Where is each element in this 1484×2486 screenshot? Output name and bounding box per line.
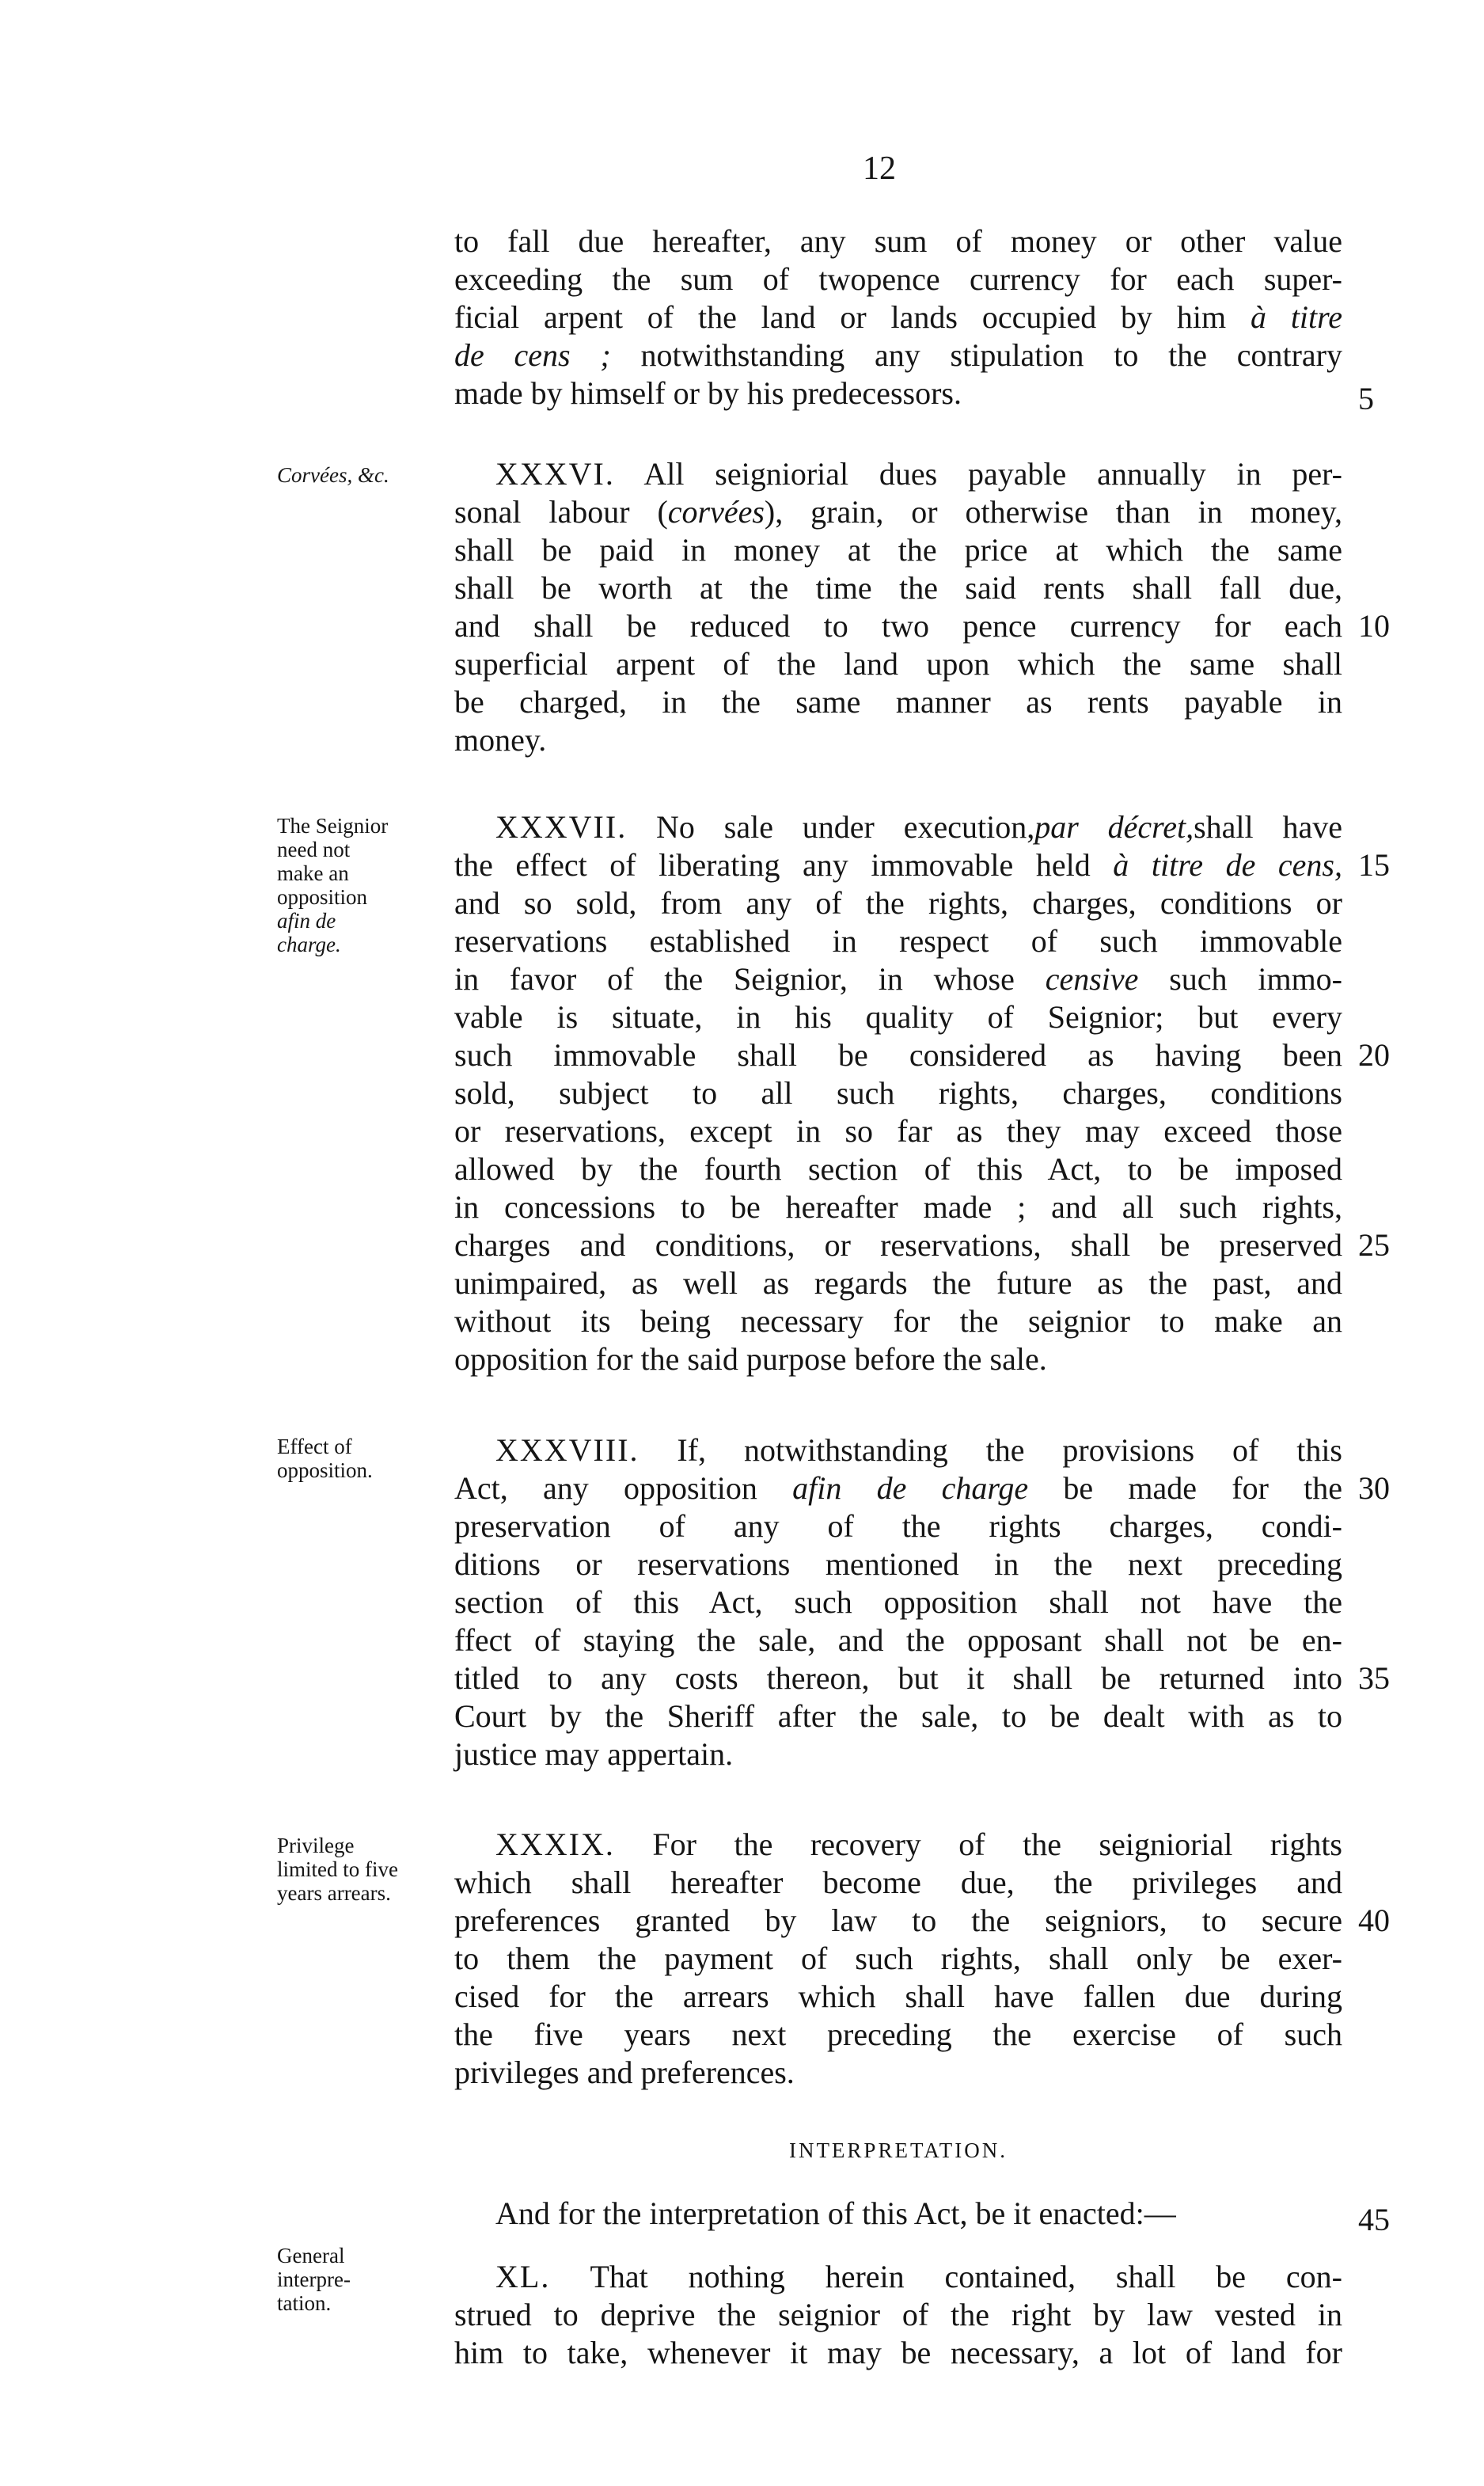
text-line: de cens ; notwithstanding any stipulation to the contrary	[454, 337, 1342, 373]
page-number: 12	[863, 150, 896, 187]
text-line: preservation of any of the rights charges, condi-	[454, 1508, 1342, 1544]
text-line: exceeding the sum of twopence currency for each super-	[454, 261, 1342, 297]
text-line: which shall hereafter become due, the privileges and	[454, 1864, 1342, 1900]
text-line: And for the interpretation of this Act, be it enacted:—	[495, 2195, 1176, 2231]
text-line: vable is situate, in his quality of Seignior; but every	[454, 999, 1342, 1035]
text-line: without its being necessary for the seignior to make an	[454, 1303, 1342, 1339]
text-line: the effect of liberating any immovable held à titre de cens,	[454, 847, 1342, 883]
margin-note-privilege: Privilege limited to five years arrears.	[277, 1834, 398, 1905]
text-line: titled to any costs thereon, but it shall be returned into	[454, 1660, 1342, 1696]
text-line: in concessions to be hereafter made ; and all such rights,	[454, 1189, 1342, 1225]
line-number: 15	[1358, 847, 1390, 883]
margin-note-corvees: Corvées, &c.	[277, 463, 389, 487]
text-line: sold, subject to all such rights, charges, conditions	[454, 1075, 1342, 1111]
text-line: made by himself or by his predecessors.	[454, 375, 962, 411]
section-number: XXXIX.	[495, 1826, 615, 1862]
text-line: shall be paid in money at the price at which the same	[454, 532, 1342, 568]
section-heading: INTERPRETATION.	[788, 2138, 1008, 2162]
text-line: to them the payment of such rights, shall only be exer-	[454, 1941, 1342, 1976]
section-number: XXXVI.	[495, 456, 615, 492]
text-line: preferences granted by law to the seigniors, to secure	[454, 1903, 1342, 1938]
text-line: allowed by the fourth section of this Act, to be imposed	[454, 1151, 1342, 1187]
text-line: XXXVI. All seigniorial dues payable annually in per-	[495, 456, 1342, 492]
text-line: such immovable shall be considered as having been	[454, 1037, 1342, 1073]
text-line: and so sold, from any of the rights, charges, conditions or	[454, 885, 1342, 921]
text-line: ditions or reservations mentioned in the next preceding	[454, 1546, 1342, 1582]
text-line: Act, any opposition afin de charge be made for the	[454, 1470, 1342, 1506]
text-line: unimpaired, as well as regards the future as the past, and	[454, 1265, 1342, 1301]
text-line: strued to deprive the seignior of the right by law vested in	[454, 2297, 1342, 2332]
line-number: 35	[1358, 1660, 1390, 1696]
line-number: 30	[1358, 1470, 1390, 1506]
text-line: XL. That nothing herein contained, shall be con-	[495, 2259, 1342, 2294]
line-number: 20	[1358, 1037, 1390, 1073]
text-line: charges and conditions, or reservations, shall be preserved	[454, 1227, 1342, 1263]
margin-note-general-interpretation: General interpre- tation.	[277, 2244, 351, 2315]
text-line: him to take, whenever it may be necessary, a lot of land for	[454, 2335, 1342, 2370]
text-line: sonal labour (corvées), grain, or otherwise than in money,	[454, 494, 1342, 530]
text-line: XXXVII. No sale under execution,par décret,shall have	[495, 809, 1342, 845]
text-line: superficial arpent of the land upon which the same shall	[454, 646, 1342, 682]
text-line: ficial arpent of the land or lands occupied by him à titre	[454, 299, 1342, 335]
text-line: shall be worth at the time the said rents shall fall due,	[454, 570, 1342, 606]
text-line: Court by the Sheriff after the sale, to be dealt with as to	[454, 1698, 1342, 1734]
line-number: 10	[1358, 608, 1390, 644]
line-number: 25	[1358, 1227, 1390, 1263]
line-number: 40	[1358, 1903, 1390, 1938]
line-number: 5	[1358, 381, 1374, 416]
text-line: section of this Act, such opposition shall not have the	[454, 1584, 1342, 1620]
margin-note-effect-of-opposition: Effect of opposition.	[277, 1435, 373, 1482]
text-line: in favor of the Seignior, in whose censive such immo-	[454, 961, 1343, 997]
text-line: be charged, in the same manner as rents payable in	[454, 684, 1342, 720]
text-line: money.	[454, 722, 547, 758]
text-line: or reservations, except in so far as they may exceed those	[454, 1113, 1342, 1149]
text-line: and shall be reduced to two pence currency for each	[454, 608, 1342, 644]
section-number: XXXVIII.	[495, 1432, 640, 1468]
text-line: reservations established in respect of such immovable	[454, 923, 1342, 959]
text-line: the five years next preceding the exercise of such	[454, 2017, 1342, 2052]
text-line: XXXIX. For the recovery of the seigniorial rights	[495, 1826, 1342, 1862]
text-line: to fall due hereafter, any sum of money or other value	[454, 223, 1342, 259]
text-line: opposition for the said purpose before the sale.	[454, 1341, 1047, 1377]
text-line: justice may appertain.	[454, 1736, 734, 1772]
text-line: privileges and preferences.	[454, 2055, 795, 2090]
text-line: XXXVIII. If, notwithstanding the provisions of this	[495, 1432, 1342, 1468]
line-number: 45	[1358, 2202, 1390, 2237]
section-number: XXXVII.	[495, 809, 628, 845]
margin-note-seignior-opposition: The Seignior need not make an opposition afin de charge.	[277, 814, 389, 956]
section-number: XL.	[495, 2259, 551, 2294]
text-line: ffect of staying the sale, and the opposant shall not be en-	[454, 1622, 1342, 1658]
text-line: cised for the arrears which shall have fallen due during	[454, 1979, 1342, 2014]
